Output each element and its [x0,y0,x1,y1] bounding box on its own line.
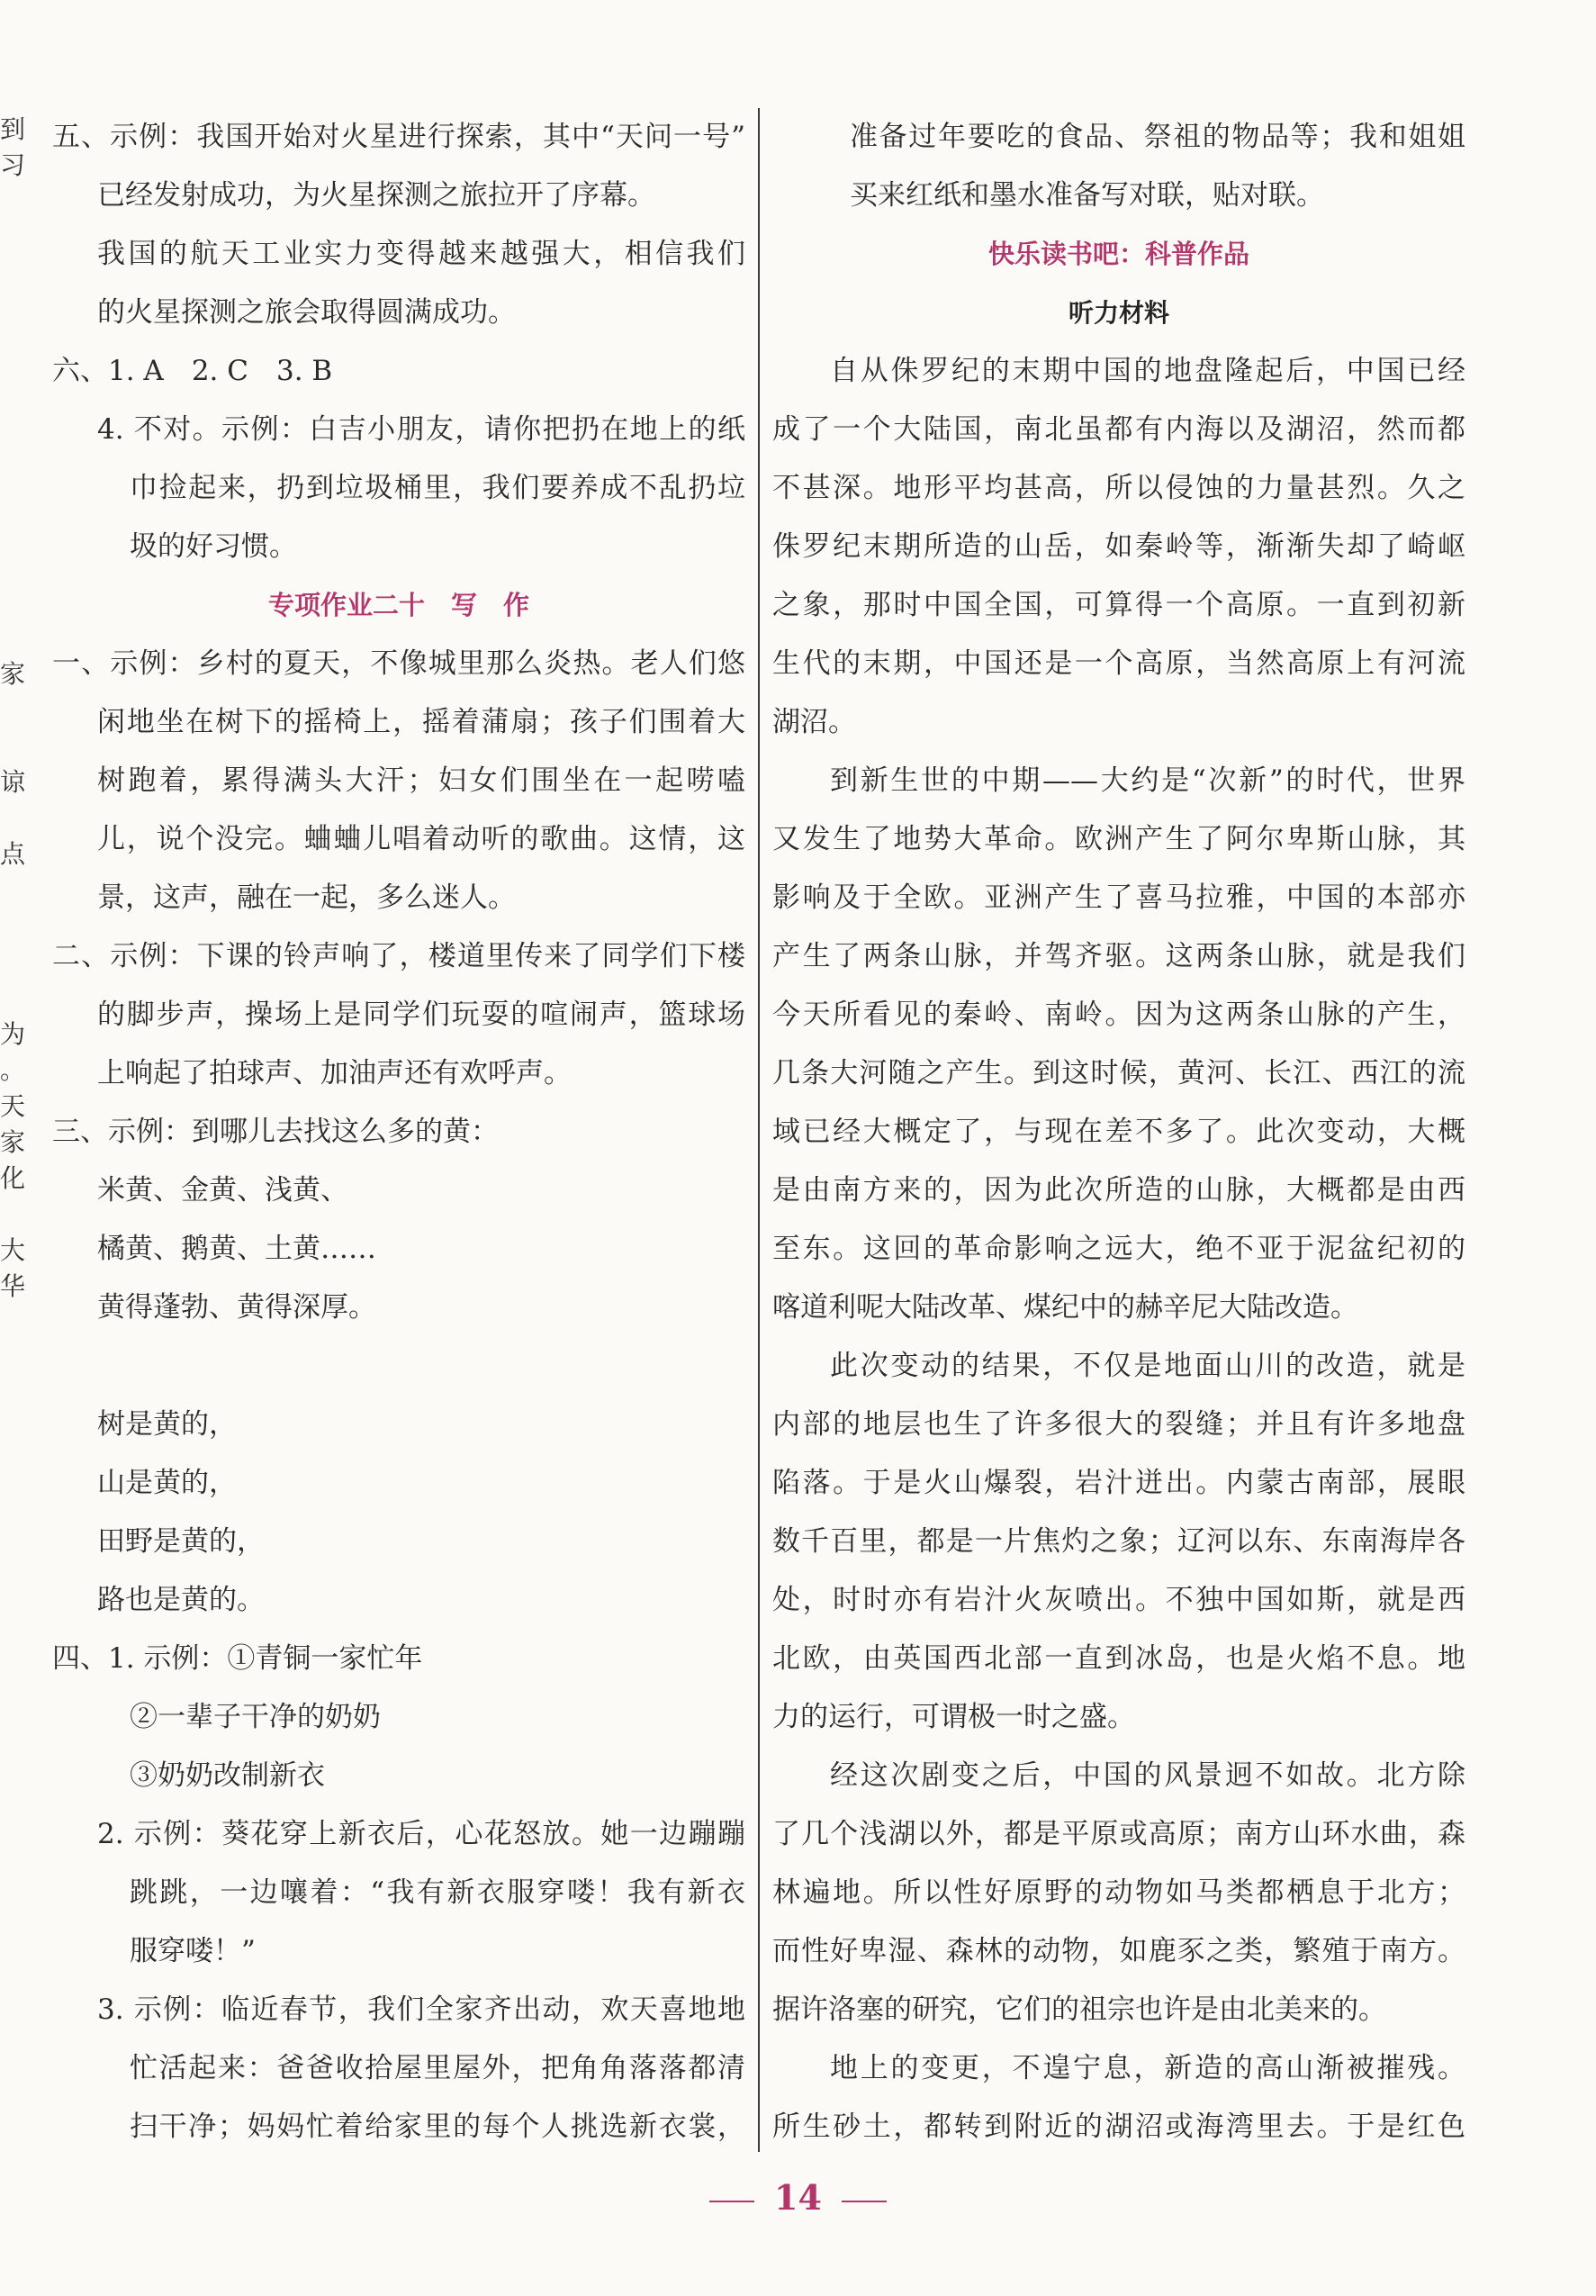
text-line: 据许洛塞的研究，它们的祖宗也许是由北美来的。 [772,1993,1386,2026]
text-line: 巾捡起来，扔到垃圾桶里，我们要养成不乱扔垃 [130,472,745,504]
text-line: 买来红纸和墨水准备写对联，贴对联。 [850,179,1324,212]
text-line: 处，时时亦有岩汁火灰喷出。不独中国如斯，就是西 [772,1584,1465,1616]
text-line: 五、示例：我国开始对火星进行探索，其中“天问一号” [52,121,745,153]
text-line: 上响起了拍球声、加油声还有欢呼声。 [97,1057,572,1089]
text-line: 圾的好习惯。 [130,530,297,563]
text-line: 山是黄的， [97,1467,237,1499]
margin-char: 天 [0,1091,26,1121]
text-line: 影响及于全欧。亚洲产生了喜马拉雅，中国的本部亦 [772,881,1465,914]
text-line: 的脚步声，操场上是同学们玩耍的喧闹声，篮球场 [97,999,745,1031]
margin-char: 华 [0,1271,26,1301]
margin-char: 习 [0,150,26,180]
text-line: 4. 不对。示例：白吉小朋友，请你把扔在地上的纸 [97,413,745,446]
text-line: 自从侏罗纪的末期中国的地盘隆起后，中国已经 [830,355,1465,387]
margin-char: 点 [0,839,26,869]
right-column [772,108,1465,2156]
text-line: ②一辈子干净的奶奶 [130,1701,381,1733]
page-number-right-rule [842,2201,887,2202]
text-line: 成了一个大陆国，南北虽都有内海以及湖沼，然而都 [772,413,1465,446]
margin-char: 为 [0,1019,26,1049]
text-line: 是由南方来的，因为此次所造的山脉，大概都是由西 [772,1174,1465,1207]
text-line: 生代的末期，中国还是一个高原，当然高原上有河流 [772,647,1465,680]
page-number-left-rule [709,2201,754,2202]
text-line: 至东。这回的革命影响之远大，绝不亚于泥盆纪初的 [772,1233,1465,1265]
text-line: 此次变动的结果，不仅是地面山川的改造，就是 [830,1350,1465,1382]
text-line: 服穿喽！” [130,1935,256,1967]
text-line: 地上的变更，不遑宁息，新造的高山渐被摧残。 [830,2052,1465,2084]
text-line: 3. 示例：临近春节，我们全家齐出动，欢天喜地地 [97,1993,745,2026]
text-line: 一、示例：乡村的夏天，不像城里那么炎热。老人们悠 [52,647,745,680]
text-line: 儿，说个没完。蛐蛐儿唱着动听的歌曲。这情，这 [97,823,745,855]
text-line: 闲地坐在树下的摇椅上，摇着蒲扇；孩子们围着大 [97,706,745,738]
text-line: ③奶奶改制新衣 [130,1759,325,1792]
text-line: 准备过年要吃的食品、祭祖的物品等；我和姐姐 [850,121,1465,153]
text-line: 2. 示例：葵花穿上新衣后，心花怒放。她一边蹦蹦 [97,1818,745,1850]
text-line: 已经发射成功，为火星探测之旅拉开了序幕。 [97,179,655,212]
text-line: 树跑着，累得满头大汗；妇女们围坐在一起唠嗑 [97,764,745,797]
text-line: 了几个浅湖以外，都是平原或高原；南方山环水曲，森 [772,1818,1465,1850]
margin-char: 谅 [0,767,26,797]
text-line: 数千百里，都是一片焦灼之象；辽河以东、东南海岸各 [772,1525,1465,1558]
text-line: 忙活起来：爸爸收拾屋里屋外，把角角落落都清 [130,2052,745,2084]
text-line: 田野是黄的， [97,1525,265,1558]
text-line: 喀道利呢大陆改革、煤纪中的赫辛尼大陆改造。 [772,1291,1358,1324]
margin-char: 。 [0,1055,26,1085]
text-line: 景，这声，融在一起，多么迷人。 [97,881,516,914]
text-line: 二、示例：下课的铃声响了，楼道里传来了同学们下楼 [52,940,745,972]
text-line: 而性好卑湿、森林的动物，如鹿豕之类，繁殖于南方。 [772,1935,1465,1967]
column-divider [758,108,760,2152]
section-heading: 快乐读书吧：科普作品 [987,239,1249,269]
text-line: 北欧，由英国西北部一直到冰岛，也是火焰不息。地 [772,1642,1465,1675]
text-line: 湖沼。 [772,706,856,738]
text-line: 侏罗纪末期所造的山岳，如秦岭等，渐渐失却了崎岖 [772,530,1465,563]
text-line: 扫干净；妈妈忙着给家里的每个人挑选新衣裳， [130,2111,745,2143]
text-line: 的火星探测之旅会取得圆满成功。 [97,296,516,329]
text-line: 我国的航天工业实力变得越来越强大，相信我们 [97,238,745,270]
text-line: 树是黄的， [97,1408,237,1441]
text-line: 今天所看见的秦岭、南岭。因为这两条山脉的产生， [772,999,1465,1031]
text-line: 橘黄、鹅黄、土黄…… [97,1233,376,1265]
section-heading: 专项作业二十 写 作 [267,590,529,620]
text-line: 几条大河随之产生。到这时候，黄河、长江、西江的流 [772,1057,1465,1089]
text-line: 到新生世的中期——大约是“次新”的时代，世界 [830,764,1465,797]
text-line: 域已经大概定了，与现在差不多了。此次变动，大概 [772,1116,1465,1148]
text-line: 内部的地层也生了许多很大的裂缝；并且有许多地盘 [772,1408,1465,1441]
text-line: 所生砂土，都转到附近的湖沼或海湾里去。于是红色 [772,2111,1465,2143]
text-line: 林遍地。所以性好原野的动物如马类都栖息于北方； [772,1876,1465,1909]
text-line: 三、示例：到哪儿去找这么多的黄： [52,1116,499,1148]
sub-heading: 听力材料 [1068,298,1169,328]
blank-line [52,1337,745,1396]
margin-char: 到 [0,114,26,144]
margin-char: 家 [0,1127,26,1157]
text-line: 六、1. A 2. C 3. B [52,355,333,387]
left-margin-cutoff-text [0,0,27,2296]
margin-char: 大 [0,1235,26,1265]
text-line: 跳跳，一边嚷着：“我有新衣服穿喽！我有新衣 [130,1876,745,1909]
text-line: 力的运行，可谓极一时之盛。 [772,1701,1135,1733]
margin-char: 家 [0,659,26,689]
text-line: 之象，那时中国全国，可算得一个高原。一直到初新 [772,589,1465,621]
text-line: 黄得蓬勃、黄得深厚。 [97,1291,376,1324]
margin-char: 化 [0,1163,26,1193]
text-line: 经这次剧变之后，中国的风景迥不如故。北方除 [830,1759,1465,1792]
text-line: 产生了两条山脉，并驾齐驱。这两条山脉，就是我们 [772,940,1465,972]
text-line: 四、1. 示例：①青铜一家忙年 [52,1642,423,1675]
text-line: 陷落。于是火山爆裂，岩汁迸出。内蒙古南部，展眼 [772,1467,1465,1499]
text-line: 路也是黄的。 [97,1584,265,1616]
page-number-text: 14 [774,2177,822,2218]
text-line: 米黄、金黄、浅黄、 [97,1174,348,1207]
page-number [0,2177,1596,2218]
left-column [52,108,745,2156]
text-line: 不甚深。地形平均甚高，所以侵蚀的力量甚烈。久之 [772,472,1465,504]
text-line: 又发生了地势大革命。欧洲产生了阿尔卑斯山脉，其 [772,823,1465,855]
